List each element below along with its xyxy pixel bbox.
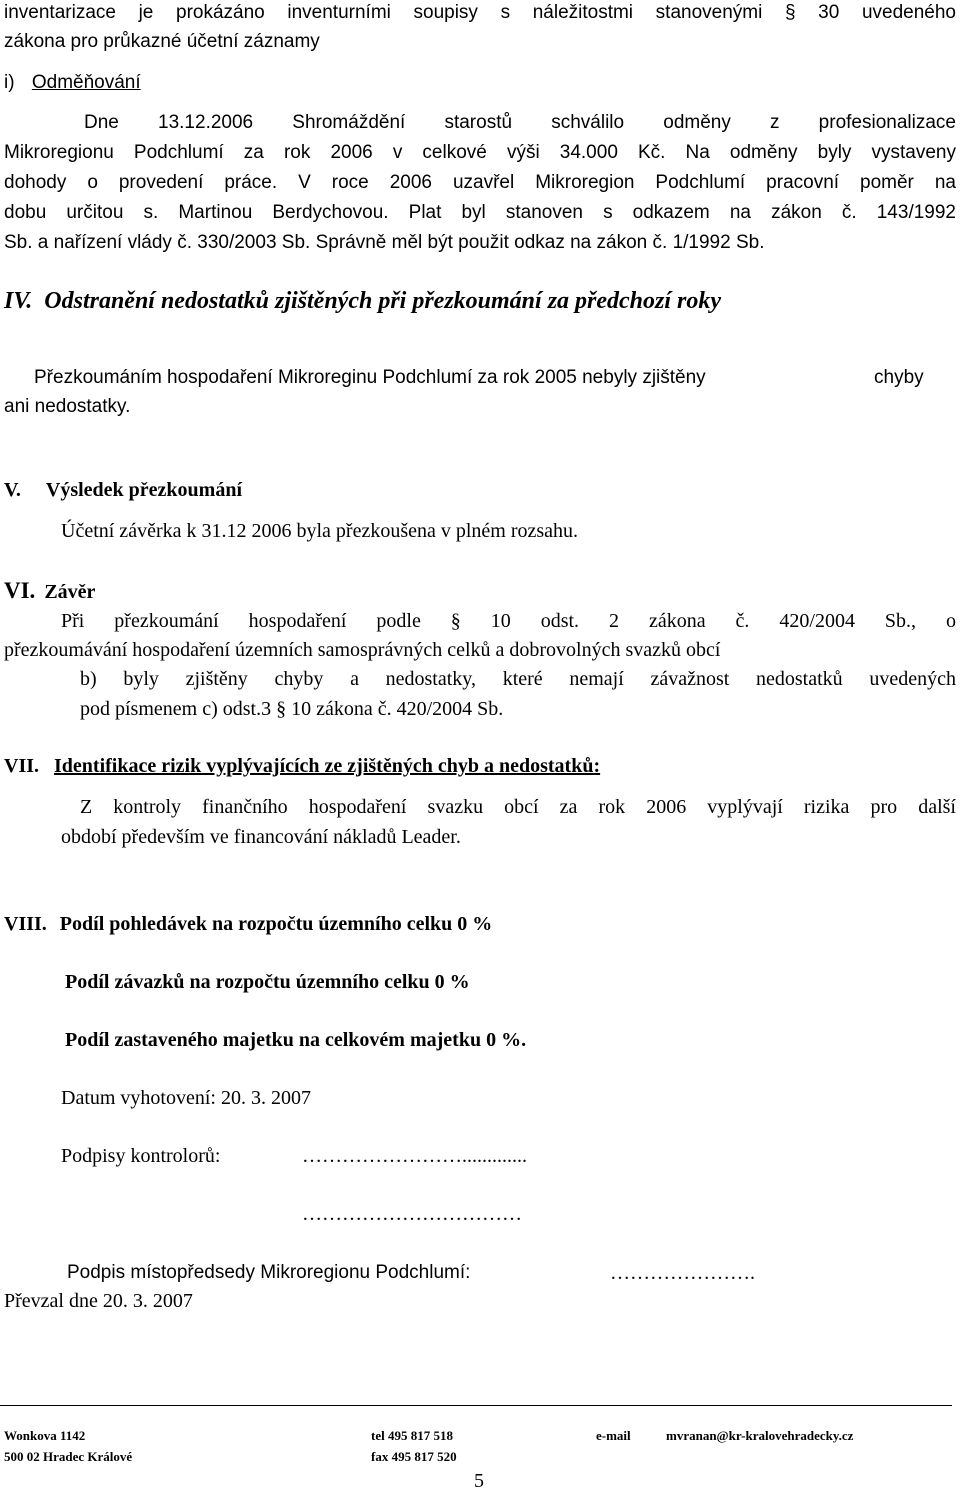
footer-city: 500 02 Hradec Králové — [4, 1449, 133, 1464]
paragraph-line: Dne 13.12.2006 Shromáždění starostů schválilo odměny z profesionalizace — [84, 112, 956, 133]
paragraph-line: b) byly zjištěny chyby a nedostatky, které nemají závažnost nedostatků uvedených — [80, 668, 956, 690]
paragraph-line: Účetní závěrka k 31.12 2006 byla přezkoušena v plném rozsahu. — [61, 520, 579, 542]
paragraph-line: Z kontroly finančního hospodaření svazku obcí za rok 2006 vyplývají rizika pro další — [80, 796, 956, 818]
section-numeral: VIII. — [4, 913, 47, 935]
footer-tel: tel 495 817 518 — [371, 1428, 453, 1443]
paragraph-line: Při přezkoumání hospodaření podle § 10 odst. 2 zákona č. 420/2004 Sb., o — [61, 610, 956, 632]
paragraph-line: Sb. a nařízení vlády č. 330/2003 Sb. Správně měl být použit odkaz na zákon č. 1/1992 Sb. — [4, 232, 765, 253]
page-number: 5 — [474, 1470, 484, 1492]
signature-line: …………………. — [610, 1262, 755, 1284]
date-of-issue: Datum vyhotovení: 20. 3. 2007 — [61, 1087, 311, 1109]
section-heading-vi — [4, 578, 95, 604]
footer-email-label: e-mail — [596, 1428, 631, 1443]
section-title: Identifikace rizik vyplývajících ze zjištěných chyb a nedostatků: — [54, 755, 601, 777]
paragraph-line: dohody o provedení práce. V roce 2006 uzavřel Mikroregion Podchlumí pracovní poměr na — [4, 172, 956, 193]
section-heading-viii — [4, 913, 492, 936]
footer-street: Wonkova 1142 — [4, 1428, 86, 1443]
signature-line: ……………………............. — [302, 1145, 527, 1167]
paragraph-line: inventarizace je prokázáno inventurními soupisy s náležitostmi stanovenými § 30 uvedeného — [4, 2, 956, 23]
signature-line: …………………………… — [302, 1203, 522, 1225]
section-numeral: VI. — [4, 578, 36, 603]
section-title: Výsledek přezkoumání — [45, 479, 242, 501]
paragraph-line: zákona pro průkazné účetní záznamy — [4, 31, 320, 52]
section-title: Odstranění nedostatků zjištěných při přezkoumání za předchozí roky — [44, 288, 722, 314]
paragraph-line: chyby — [874, 367, 924, 388]
section-title: Závěr — [44, 581, 96, 603]
received-date: Převzal dne 20. 3. 2007 — [4, 1290, 193, 1312]
section-heading-odmenovani — [4, 72, 141, 94]
footer-divider — [0, 1405, 952, 1406]
section-title: Odměňování — [31, 72, 141, 93]
paragraph-line: období především ve financování nákladů Leader. — [61, 826, 461, 848]
section-numeral: VII. — [4, 755, 40, 777]
pledged-assets-share: Podíl zastaveného majetku na celkovém majetku 0 %. — [65, 1029, 527, 1051]
section-numeral: IV. — [4, 288, 33, 314]
vice-chair-signature-label: Podpis místopředsedy Mikroregionu Podchlumí: — [67, 1262, 471, 1283]
footer-email: mvranan@kr-kralovehradecky.cz — [666, 1428, 854, 1443]
paragraph-line: přezkoumávání hospodaření územních samosprávných celků a dobrovolných svazků obcí — [4, 639, 721, 661]
paragraph-line: dobu určitou s. Martinou Berdychovou. Plat byl stanoven s odkazem na zákon č. 143/1992 — [4, 202, 956, 223]
section-heading-iv — [4, 288, 721, 315]
section-heading-vii — [4, 755, 600, 778]
receivables-share: Podíl pohledávek na rozpočtu územního celku 0 % — [59, 913, 493, 935]
section-heading-v — [4, 479, 242, 502]
liabilities-share: Podíl závazků na rozpočtu územního celku 0 % — [65, 971, 470, 993]
paragraph-line: Mikroregionu Podchlumí za rok 2006 v celkové výši 34.000 Kč. Na odměny byly vystaveny — [4, 142, 956, 163]
section-marker: i) — [4, 72, 15, 93]
paragraph-line: pod písmenem c) odst.3 § 10 zákona č. 420/2004 Sb. — [80, 698, 504, 720]
section-numeral: V. — [4, 479, 21, 501]
controllers-signature-label: Podpisy kontrolorů: — [61, 1145, 221, 1167]
paragraph-line: Přezkoumáním hospodaření Mikroreginu Podchlumí za rok 2005 nebyly zjištěny — [34, 367, 706, 388]
footer-fax: fax 495 817 520 — [371, 1449, 457, 1464]
paragraph-line: ani nedostatky. — [4, 396, 131, 417]
